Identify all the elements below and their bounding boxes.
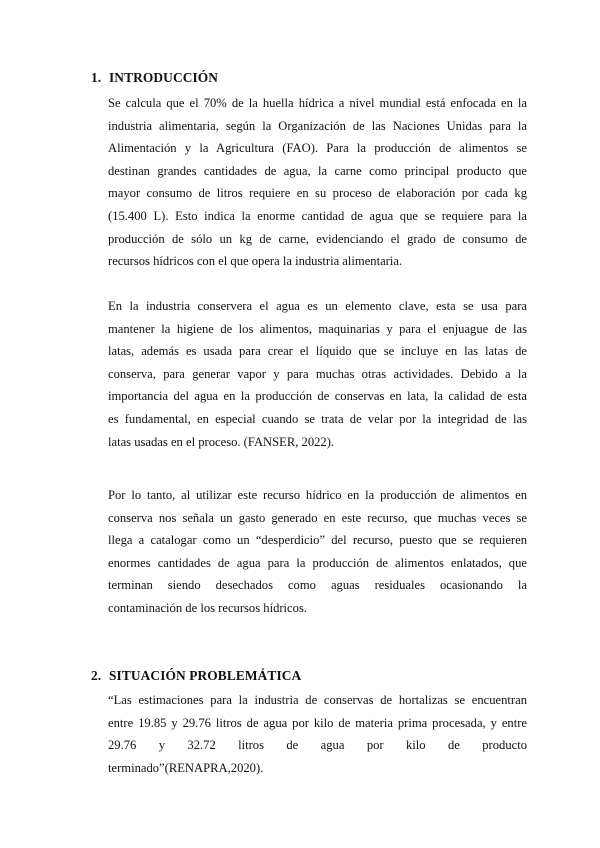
text-line: terminan siendo desechados como aguas residuales ocasionando la <box>108 578 527 593</box>
text-line: conserva, para generar vapor y para muchas otras actividades. Debido a la <box>108 366 527 381</box>
paragraph-intro-1 <box>108 92 527 273</box>
text-line: En la industria conservera el agua es un elemento clave, esta se usa para <box>108 299 527 313</box>
section-heading-situacion-problematica <box>91 668 301 684</box>
text-line: 29.76 y 32.72 litros de agua por kilo de producto <box>108 738 527 753</box>
text-line: Por lo tanto, al utilizar este recurso hídrico en la producción de alimentos en <box>108 488 527 502</box>
text-line: latas usadas en el proceso. (FANSER, 2022). <box>108 434 335 449</box>
text-line: “Las estimaciones para la industria de conservas de hortalizas se encuentran <box>108 693 527 707</box>
text-line: entre 19.85 y 29.76 litros de agua por kilo de materia prima procesada, y entre <box>108 715 527 730</box>
section-number: 1. <box>91 70 102 85</box>
text-line: llega a catalogar como un “desperdicio” del recurso, puesto que se requieren <box>108 533 527 548</box>
paragraph-intro-2 <box>108 295 527 453</box>
text-line: Alimentación y la Agricultura (FAO). Para la producción de alimentos se <box>108 141 527 156</box>
text-line: producción de sólo un kg de carne, evidenciando el grado de consumo de <box>108 231 527 246</box>
text-line: recursos hídricos con el que opera la industria alimentaria. <box>108 254 403 269</box>
text-line: mayor consumo de litros requiere en su proceso de elaboración por cada kg <box>108 186 527 201</box>
paragraph-intro-3 <box>108 484 527 620</box>
text-line: es fundamental, en especial cuando se trata de velar por la integridad de las <box>108 411 527 426</box>
section-number: 2. <box>91 668 102 683</box>
text-line: (15.400 L). Esto indica la enorme cantidad de agua que se requiere para la <box>108 208 527 223</box>
text-line: terminado”(RENAPRA,2020). <box>108 760 264 775</box>
text-line: destinan grandes cantidades de agua, la carne como principal producto que <box>108 163 527 178</box>
text-line: importancia del agua en la producción de conservas en lata, la calidad de esta <box>108 389 527 404</box>
section-title: SITUACIÓN PROBLEMÁTICA <box>109 668 302 683</box>
text-line: conserva nos señala un gasto generado en este recurso, que muchas veces se <box>108 510 527 525</box>
paragraph-situacion-1 <box>108 689 527 779</box>
text-line: latas, además es usada para crear el líquido que se incluye en las latas de <box>108 344 527 359</box>
text-line: contaminación de los recursos hídricos. <box>108 600 307 615</box>
text-line: industria alimentaria, según la Organización de las Naciones Unidas para la <box>108 118 527 133</box>
text-line: enormes cantidades de agua para la producción de alimentos enlatados, que <box>108 555 527 570</box>
text-line: mantener la higiene de los alimentos, maquinarias y para el enjuague de las <box>108 321 527 336</box>
text-line: Se calcula que el 70% de la huella hídrica a nivel mundial está enfocada en la <box>108 96 527 110</box>
section-title: INTRODUCCIÓN <box>109 70 219 85</box>
section-heading-introduccion <box>91 70 218 86</box>
